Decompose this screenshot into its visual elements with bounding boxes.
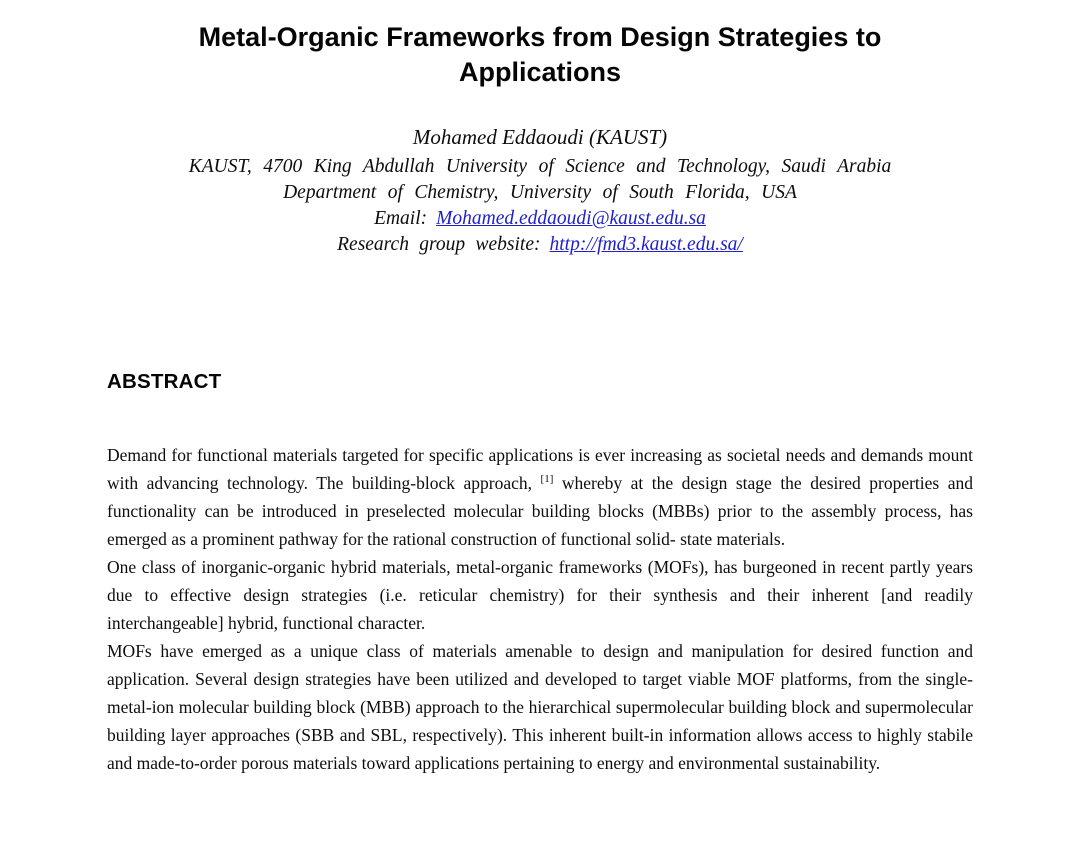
abstract-heading: ABSTRACT: [107, 370, 222, 393]
affiliation-line-1: KAUST, 4700 King Abdullah University of Science and Technology, Saudi Arabia: [188, 156, 892, 177]
abstract-paragraph-3: MOFs have emerged as a unique class of materials amenable to design and manipulation for desired function and application. Several design strategies have been utilized and developed to target viable MOF platforms, from the single-metal-ion molecular building block (MBB) approach to the hierarchical supermolecular building block and supermolecular building layer approaches (SBB and SBL, respectively). This inherent built-in information allows access to highly stabile and made-to-order porous materials toward applications pertaining to energy and environmental sustainability.: [107, 641, 973, 773]
website-line: [107, 232, 973, 258]
website-label: Research group website:: [337, 234, 541, 255]
affiliation-line-2: Department of Chemistry, University of South Florida, USA: [283, 182, 797, 203]
paragraph-1-text-after-citation: whereby at the design stage the desired properties and functionality can be introduced in preselected molecular building blocks (MBBs) prior to the assembly process, has emerged as a prominent pathway for the rational construction of functional solid- state materials.: [107, 473, 974, 549]
email-label: Email:: [374, 208, 428, 229]
paper-title: Metal-Organic Frameworks from Design Strategies to Applications: [198, 22, 882, 87]
citation-marker-1: [1]: [540, 473, 554, 486]
website-link[interactable]: http://fmd3.kaust.edu.sa/: [549, 234, 743, 255]
author-name: Mohamed Eddaoudi (KAUST): [412, 125, 668, 149]
abstract-paragraph-2: One class of inorganic-organic hybrid materials, metal-organic frameworks (MOFs), has burgeoned in recent partly years due to effective design strategies (i.e. reticular chemistry) for their synthesis and their inherent [and readily interchangeable] hybrid, functional character.: [107, 557, 973, 633]
abstract-paragraph-1: [107, 441, 973, 553]
paragraph-1-text-before-citation: Demand for functional materials targeted for specific applications is ever increasing as societal needs and demands mount with advancing technology. The building-block approach,: [107, 445, 973, 493]
email-line: [107, 206, 973, 232]
email-link[interactable]: Mohamed.eddaoudi@kaust.edu.sa: [436, 208, 706, 229]
abstract-body: [107, 441, 973, 777]
